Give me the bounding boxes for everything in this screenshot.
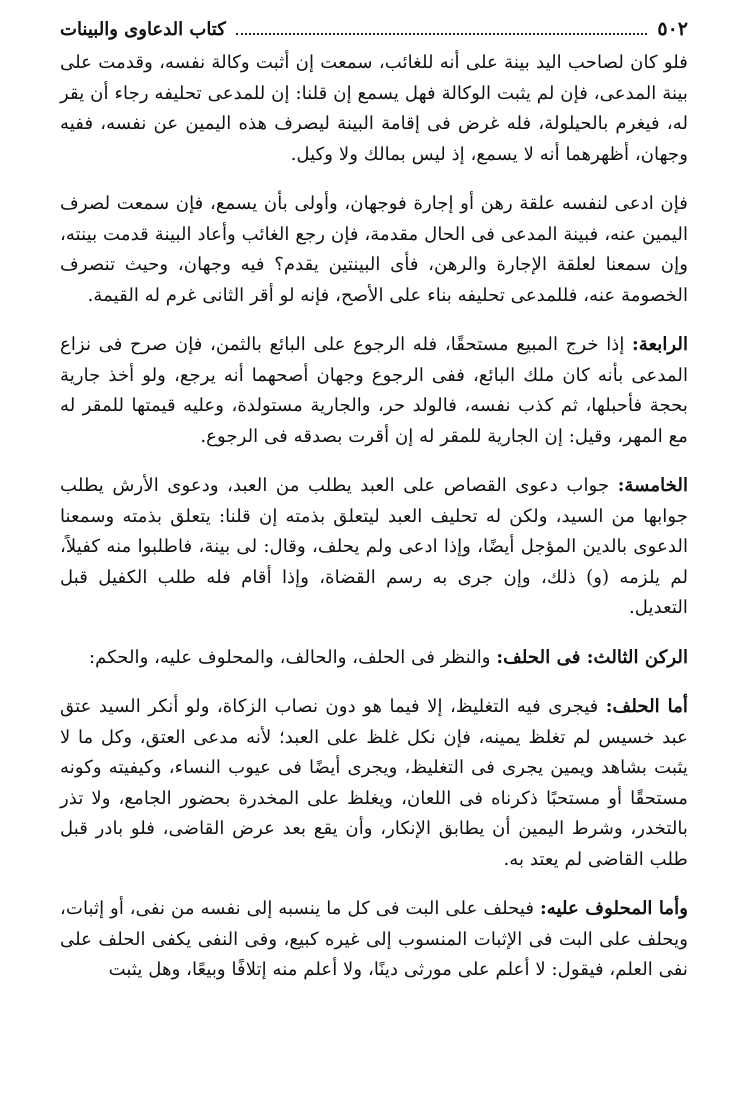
- paragraph-text: إذا خرج المبيع مستحقًا، فله الرجوع على البائع بالثمن، فإن صرح فى نزاع المدعى بأنه كان ملك البائع، ففى الرجوع وجهان أصحهما أنه يرجع، ولو أخذ جارية بحجة فأحبلها، ثم كذب نفسه، فالولد حر، والجارية مستولدة، وعليه قيمتها للمقر له مع المهر، وقيل: إن الجارية للمقر له إن أقرت بصدقه فى الرجوع.: [60, 334, 688, 447]
- section-heading: الخامسة:: [617, 475, 688, 496]
- paragraph-oath: [60, 692, 688, 875]
- paragraph-text: جواب دعوى القصاص على العبد يطلب من العبد، ودعوى الأرش يطلب جوابها من السيد، ولكن له تحليف العبد ليتعلق بذمته إن قلنا: يتعلق بذمته وسمعنا الدعوى بالدين المؤجل أيضًا، وإذا ادعى ولم يحلف، وقال: لى بينة، فاطلبوا منه كفيلاً، لم يلزمه (و) ذلك، وإن جرى به رسم القضاة، وإذا أقام فله طلب الكفيل قبل التعديل.: [60, 475, 688, 618]
- section-heading: وأما المحلوف عليه:: [540, 898, 689, 919]
- paragraph-text: فإن ادعى لنفسه علقة رهن أو إجارة فوجهان، وأولى بأن يسمع، فإن سمعت لصرف اليمين عنه، فبينة المدعى فى الحال مقدمة، فإن رجع الغائب وأعاد البينة قدمت بينته، وإن سمعنا لعلقة الإجارة والرهن، فأى البينتين يقدم؟ فيه وجهان، وحيث تنصرف الخصومة عنه، فللمدعى تحليفه بناء على الأصح، فإنه لو أقر الثانى غرم له القيمة.: [60, 193, 688, 306]
- paragraph-sworn-matter: [60, 894, 688, 986]
- paragraph-text: فيحلف على البت فى كل ما ينسبه إلى نفسه من نفى، أو إثبات، ويحلف على البت فى الإثبات المنسوب إلى غيره كبيع، وفى النفى يكفى الحلف على نفى العلم، فيقول: لا أعلم على مورثى دينًا، ولا أعلم منه إتلافًا وبيعًا، وهل يثبت: [60, 898, 688, 980]
- section-heading: الرابعة:: [632, 334, 688, 355]
- page-number: ٥٠٢: [657, 18, 688, 40]
- paragraph-1: [60, 48, 688, 170]
- book-title: كتاب الدعاوى والبينات: [60, 19, 226, 40]
- paragraph-rabia: [60, 330, 688, 452]
- paragraph-third-pillar: [60, 643, 688, 674]
- header-dotted-leader: [236, 33, 648, 35]
- section-heading: الركن الثالث: فى الحلف:: [496, 646, 688, 668]
- paragraph-text: فلو كان لصاحب اليد بينة على أنه للغائب، سمعت إن أثبت وكالة نفسه، وقدمت على بينة المدعى، فإن لم يثبت الوكالة فهل يسمع إن قلنا: إن للمدعى تحليفه رجاء أن يقر له، فيغرم بالحيلولة، فله غرض فى إقامة البينة ليصرف هذه اليمين عن نفسه، ففيه وجهان، أظهرهما أنه لا يسمع، إذ ليس بمالك ولا وكيل.: [60, 52, 688, 165]
- paragraph-khamisa: [60, 471, 688, 624]
- section-heading: أما الحلف:: [605, 696, 688, 717]
- paragraph-text: فيجرى فيه التغليظ، إلا فيما هو دون نصاب الزكاة، ولو أنكر السيد عتق عبد خسيس لم تغلظ يمينه، فإن نكل غلظ على العبد؛ لأنه مدعى العتق، وكل ما لا يثبت بشاهد ويمين يجرى فى التغليظ، ويجرى أيضًا فى عيوب النساء، وكيفيته وكونه مستحقًا أو مستحبًا ذكرناه فى اللعان، ويغلظ على المخدرة بحضور الجامع، ولا تذر بالتخدر، وشرط اليمين أن يطابق الإنكار، وأن يقع بعد عرض القاضى، فلو بادر قبل طلب القاضى لم يعتد به.: [60, 696, 688, 870]
- page-header: [60, 14, 688, 48]
- paragraph-text: والنظر فى الحلف، والحالف، والمحلوف عليه، والحكم:: [89, 646, 497, 668]
- paragraph-2: [60, 189, 688, 311]
